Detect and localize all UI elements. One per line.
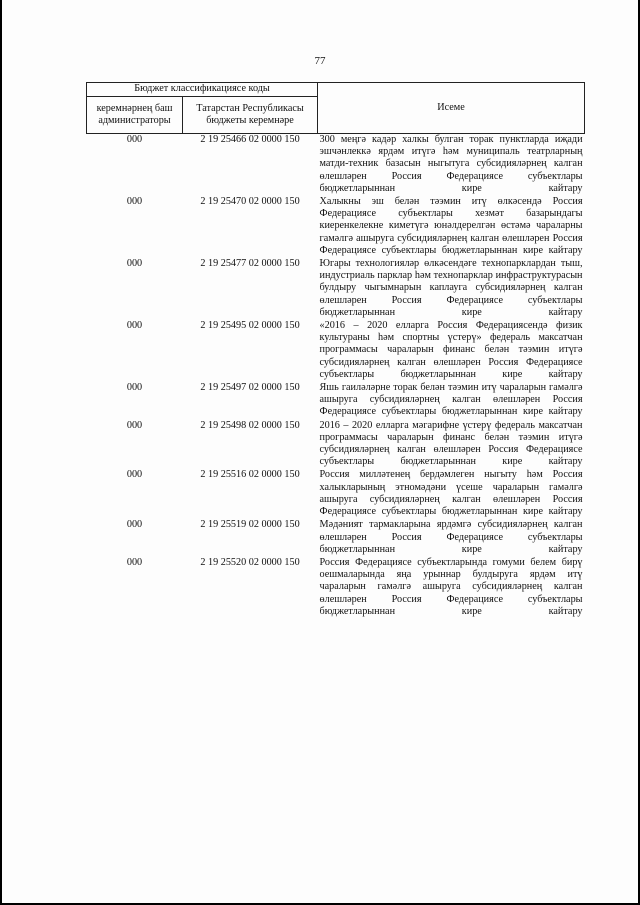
revenue-name-cell: Халыкны эш белән тәэмин итү өлкәсендә Россия Федерациясе субъектлары хезмәт базарындагы киеренкелекне киметүгә юнәлдерелгән өстәмә чараларны гамәлгә ашыруга субсидияләрнең калган өлешләрен Россия Федерациясе субъектлары бюджетларыннан кире кайтару (319, 196, 583, 256)
table-row (87, 382, 585, 420)
revenue-code-cell: 2 19 25516 02 0000 150 (200, 469, 300, 481)
header-budget-classification-code: Бюджет классификациясе коды (87, 83, 318, 97)
admin-code-cell: 000 (126, 419, 143, 431)
budget-classification-table (86, 82, 585, 619)
revenue-name-cell: Мәдәният тармакларына ярдәмгә субсидияләрнең калган өлешләрен Россия Федерациясе субъектлары бюджетларыннан кире кайтару (319, 519, 583, 555)
admin-code-cell: 000 (126, 469, 143, 481)
table-row (87, 519, 585, 557)
admin-code-cell: 000 (126, 556, 143, 568)
revenue-code-cell: 2 19 25498 02 0000 150 (200, 419, 300, 431)
admin-code-cell: 000 (126, 320, 143, 332)
revenue-name-cell: Россия Федерациясе субъектларында гомуми белем бирү оешмаларында яңа урыннар булдыруга ярдәм итү чараларын гамәлгә ашыруга субсидияләрнең калган өлешләрен Россия Федерациясе субъектлары бюджетларыннан кире кайтару (319, 556, 583, 617)
header-admin: керемнәрнең баш администраторы (87, 97, 183, 134)
header-tatarstan-revenue: Татарстан Республикасы бюджеты керемнәре (183, 97, 318, 134)
revenue-code-cell: 2 19 25520 02 0000 150 (200, 556, 300, 568)
revenue-code-cell: 2 19 25519 02 0000 150 (200, 519, 300, 531)
revenue-code-cell: 2 19 25466 02 0000 150 (200, 134, 300, 145)
header-name: Исеме (318, 83, 585, 134)
table-row (87, 469, 585, 519)
page-left-edge (0, 0, 2, 905)
revenue-name-cell: 300 меңгә кадәр халкы булган торак пунктларда иҗади эшчәнлеккә ярдәм итүгә һәм муниципаль театрларның матди-техник базасын ныгытуга субсидияләрнең калган өлешләрен Россия Федерациясе субъектлары бюджетларыннан кире кайтару (319, 134, 583, 194)
page-number: 77 (314, 55, 326, 67)
table-body (87, 134, 585, 619)
table-row (87, 420, 585, 470)
table-row (87, 134, 585, 197)
admin-code-cell: 000 (126, 134, 143, 145)
table-row (87, 196, 585, 258)
revenue-code-cell: 2 19 25497 02 0000 150 (200, 382, 300, 394)
table-row (87, 258, 585, 320)
table-row (87, 320, 585, 382)
admin-code-cell: 000 (126, 519, 143, 531)
revenue-name-cell: Россия милләтенең бердәмлеген ныгыту һәм Россия халыкларының этномәдәни үсеше чараларын гамәлгә ашыруга субсидияләрнең калган өлешләрен Россия Федерациясе субъектлары бюджетларыннан кире кайтару (319, 469, 583, 518)
revenue-code-cell: 2 19 25477 02 0000 150 (200, 258, 300, 270)
revenue-name-cell: 2016 – 2020 елларга мәгарифне үстерү федераль максатчан программасы чараларын финанс белән тәэмин итүгә субсидияләрнең калган өлешләрен Россия Федерациясе субъектлары бюджетларыннан кире кайтару (319, 419, 583, 468)
revenue-name-cell: «2016 – 2020 елларга Россия Федерациясендә физик культураны һәм спортны үстерү» федераль максатчан программасы чараларын финанс белән тәэмин итүгә субсидияләрнең калган өлешләрен Россия Федерациясе субъектлары бюджетларыннан кире кайтару (319, 320, 583, 380)
table-header-row (87, 83, 585, 97)
revenue-name-cell: Яшь гаиләләрне торак белән тәэмин итү чараларын гамәлгә ашыруга субсидияләрнең калган өлешләрен Россия Федерациясе субъектлары бюджетларыннан кире кайтару (319, 382, 583, 418)
admin-code-cell: 000 (126, 196, 143, 208)
revenue-name-cell: Югары технологияләр өлкәсендәге технопарклардан тыш, индустриаль парклар һәм технопарклар инфраструктурасын булдыру чыгымнарын каплауга субсидияләрнең калган өлешләрен Россия Федерациясе субъектлары бюджетларыннан кире кайтару (319, 258, 583, 318)
revenue-code-cell: 2 19 25470 02 0000 150 (200, 196, 300, 208)
admin-code-cell: 000 (126, 382, 143, 394)
admin-code-cell: 000 (126, 258, 143, 270)
table-row (87, 557, 585, 619)
revenue-code-cell: 2 19 25495 02 0000 150 (200, 320, 300, 332)
